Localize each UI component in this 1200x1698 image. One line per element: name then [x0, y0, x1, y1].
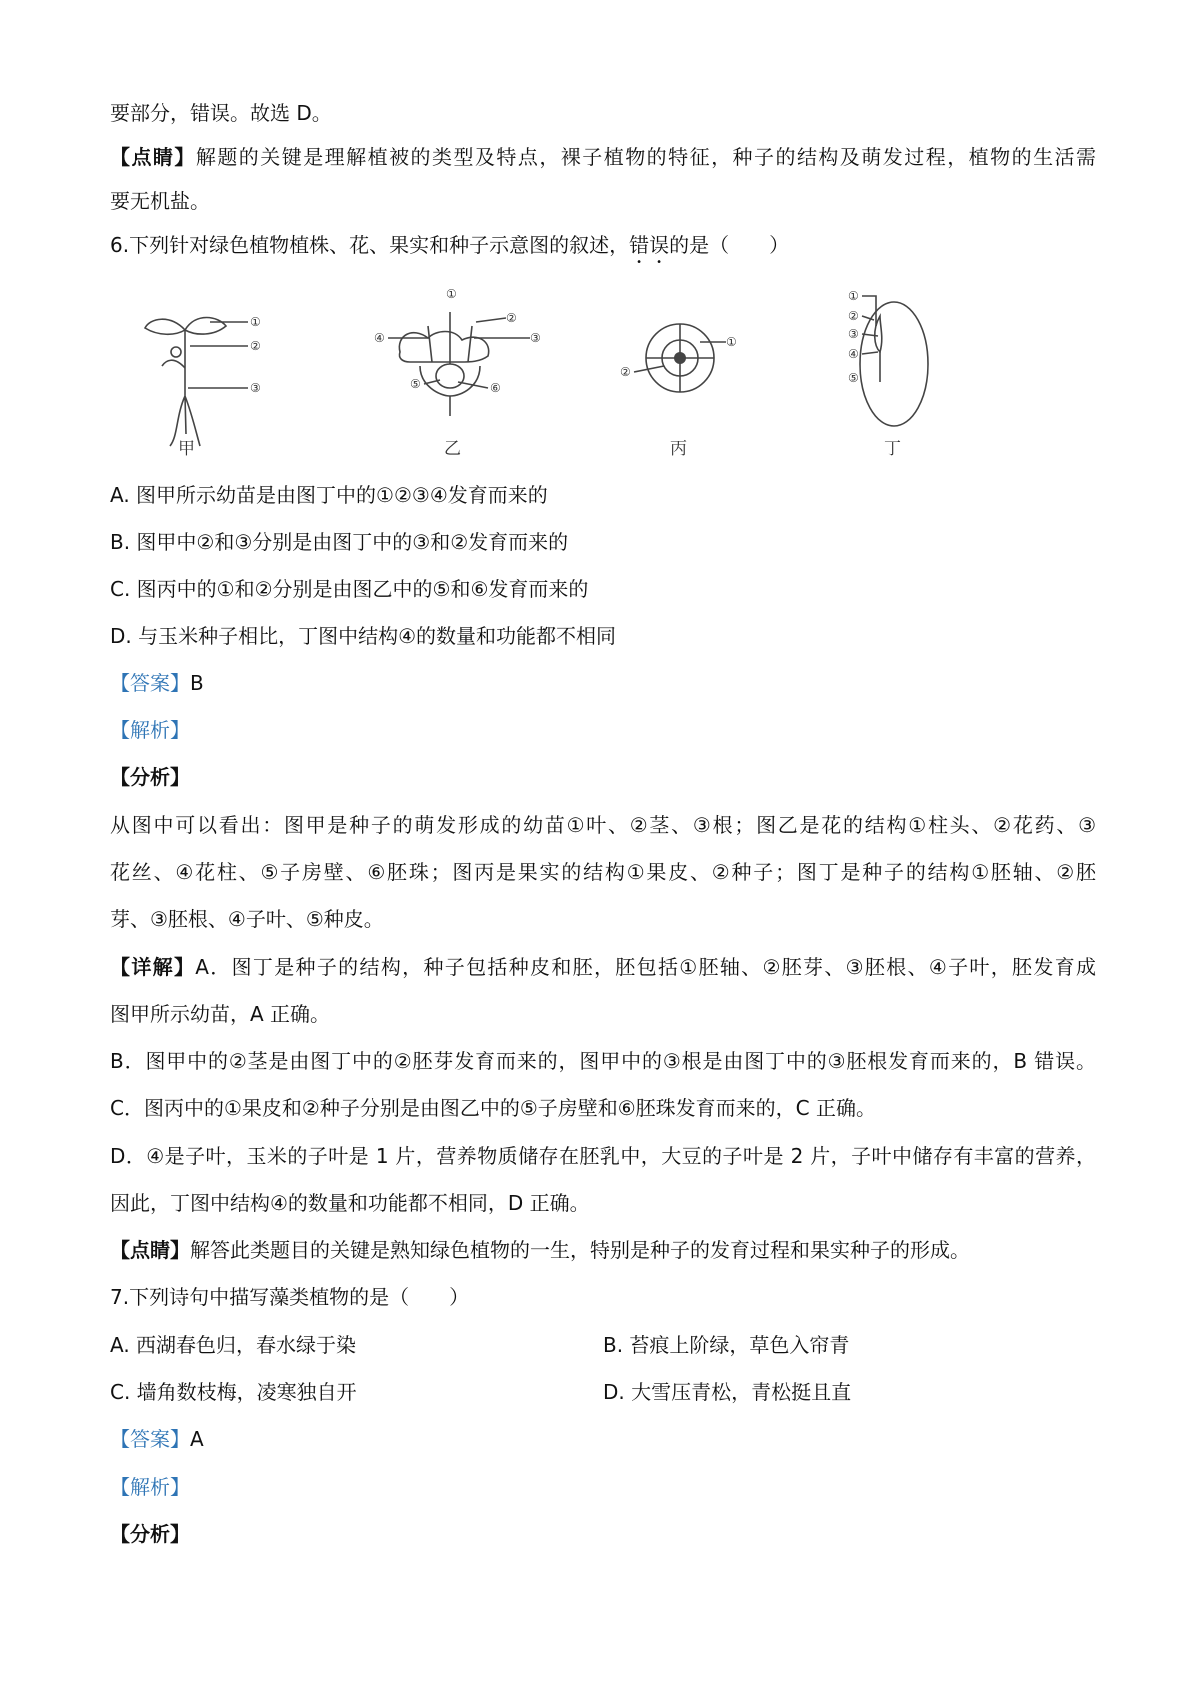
q6-detail-line: B．图甲中的②茎是由图丁中的②胚芽发育而来的，图甲中的③根是由图丁中的③胚根发育而来的，B 错误。 — [110, 1049, 1096, 1073]
label-yi-1: ① — [446, 287, 457, 301]
figure-label-jia: 甲 — [178, 439, 195, 459]
label-yi-4: ④ — [374, 331, 385, 345]
q6-option-a: A. 图甲所示幼苗是由图丁中的①②③④发育而来的 — [110, 483, 548, 507]
label-bing-2: ② — [620, 365, 631, 379]
q6-tip: 【点睛】解答此类题目的关键是熟知绿色植物的一生，特别是种子的发育过程和果实种子的形成。 — [110, 1238, 970, 1262]
label-bing-1: ① — [726, 335, 737, 349]
q6-fenxi-line: 芽、③胚根、④子叶、⑤种皮。 — [110, 907, 384, 931]
q6-answer: 【答案】B — [110, 671, 204, 695]
q6-option-b: B. 图甲中②和③分别是由图丁中的③和②发育而来的 — [110, 530, 569, 554]
label-ding-4: ④ — [848, 347, 859, 361]
tip-paragraph: 【点睛】解题的关键是理解植被的类型及特点，裸子植物的特征，种子的结构及萌发过程，植物的生活需 — [110, 145, 1097, 169]
figure-label-bing: 丙 — [670, 439, 687, 459]
q6-fenxi-line: 花丝、④花柱、⑤子房壁、⑥胚珠；图丙是果实的结构①果皮、②种子；图丁是种子的结构①胚轴、②胚 — [110, 860, 1096, 884]
q6-detail-line: 图甲所示幼苗，A 正确。 — [110, 1002, 331, 1026]
diagram-jia-seedling — [145, 315, 261, 459]
q6-option-c: C. 图丙中的①和②分别是由图乙中的⑤和⑥发育而来的 — [110, 577, 589, 601]
q7-option-c: C. 墙角数枝梅，凌寒独自开 — [110, 1380, 357, 1404]
label-yi-3: ③ — [530, 331, 541, 345]
q6-detail-line: C．图丙中的①果皮和②种子分别是由图乙中的⑤子房壁和⑥胚珠发育而来的，C 正确。 — [110, 1096, 877, 1120]
q7-option-b: B. 苔痕上阶绿，草色入帘青 — [603, 1333, 850, 1357]
label-jia-2: ② — [250, 339, 261, 353]
label-ding-1: ① — [848, 289, 859, 303]
diagram-bing-fruit — [620, 324, 737, 459]
q6-detail-line: 【详解】A．图丁是种子的结构，种子包括种皮和胚，胚包括①胚轴、②胚芽、③胚根、④子叶，胚发育成 — [110, 955, 1097, 979]
text-line: 要部分，错误。故选 D。 — [110, 101, 332, 125]
q7-option-a: A. 西湖春色归，春水绿于染 — [110, 1333, 357, 1357]
q7-analysis-heading: 【解析】 — [110, 1475, 190, 1499]
label-jia-1: ① — [250, 315, 261, 329]
label-ding-5: ⑤ — [848, 371, 859, 385]
diagram-ding-seed — [848, 289, 928, 459]
q6-detail-line: D．④是子叶，玉米的子叶是 1 片，营养物质储存在胚乳中，大豆的子叶是 2 片，子叶中储存有丰富的营养， — [110, 1144, 1096, 1168]
figure-label-ding: 丁 — [884, 439, 901, 459]
q6-fenxi-line: 从图中可以看出：图甲是种子的萌发形成的幼苗①叶、②茎、③根；图乙是花的结构①柱头、②花药、③ — [110, 813, 1096, 837]
q6-option-d: D. 与玉米种子相比，丁图中结构④的数量和功能都不相同 — [110, 624, 617, 648]
label-yi-6: ⑥ — [490, 381, 501, 395]
figure-label-yi: 乙 — [444, 439, 461, 459]
label-jia-3: ③ — [250, 381, 261, 395]
label-ding-3: ③ — [848, 327, 859, 341]
label-yi-5: ⑤ — [410, 377, 421, 391]
question-6-stem: 6.下列针对绿色植物植株、花、果实和种子示意图的叙述，错误的是（ ） — [110, 233, 790, 257]
text-line: 要无机盐。 — [110, 189, 210, 213]
q7-option-d: D. 大雪压青松，青松挺且直 — [603, 1380, 852, 1404]
q7-fenxi-heading: 【分析】 — [110, 1522, 190, 1546]
q6-analysis-heading: 【解析】 — [110, 718, 190, 742]
plant-diagrams-figure — [0, 286, 1200, 462]
question-7-stem: 7.下列诗句中描写藻类植物的是（ ） — [110, 1285, 470, 1309]
label-ding-2: ② — [848, 309, 859, 323]
q6-fenxi-heading: 【分析】 — [110, 765, 190, 789]
diagram-yi-flower — [374, 287, 541, 459]
q7-answer: 【答案】A — [110, 1427, 204, 1451]
label-yi-2: ② — [506, 311, 517, 325]
q6-detail-line: 因此，丁图中结构④的数量和功能都不相同，D 正确。 — [110, 1191, 590, 1215]
